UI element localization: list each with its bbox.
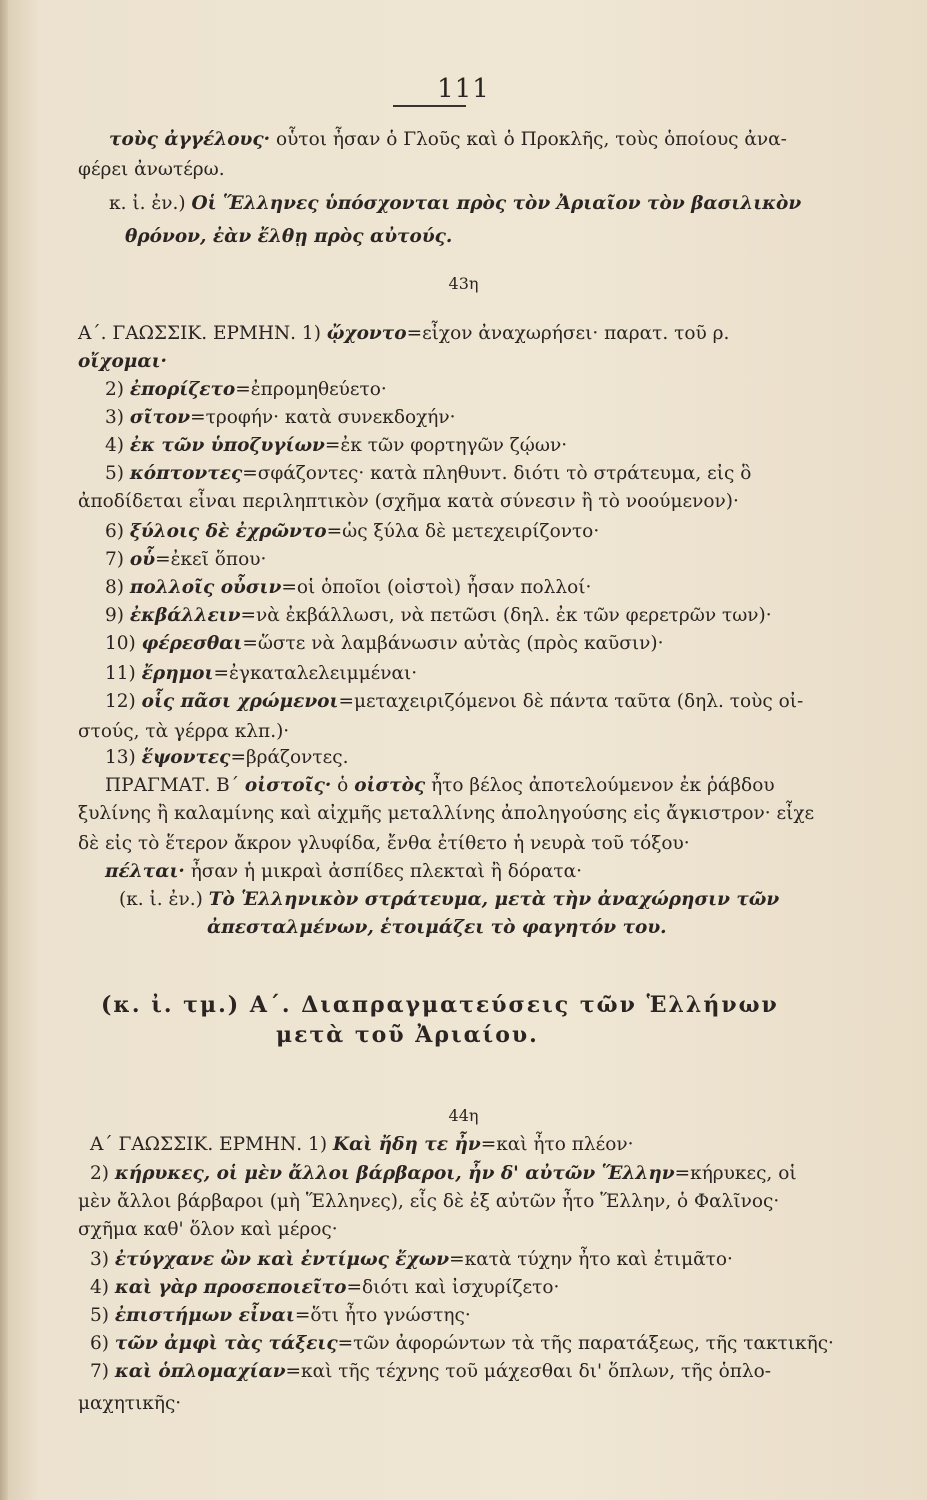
text-segment: 5) (105, 463, 130, 484)
text-line (105, 860, 582, 884)
text-line (105, 520, 599, 544)
text-line (105, 576, 591, 600)
section-heading-line (276, 1023, 539, 1047)
text-line (90, 1332, 834, 1356)
text-segment: =εἶχον ἀναχωρήσει· παρατ. τοῦ ρ. (406, 323, 730, 344)
text-segment: ΠΡΑΓΜΑΤ. Β΄ (105, 775, 245, 796)
text-line (78, 720, 289, 744)
text-line (105, 662, 417, 686)
page-number-rule (393, 105, 466, 107)
text-line (78, 490, 739, 514)
text-line (78, 1392, 181, 1416)
text-line (78, 350, 167, 374)
text-segment: ὁ (331, 775, 355, 796)
text-line (109, 192, 801, 216)
text-line (105, 378, 387, 402)
italic-lemma: ᾤχοντο (326, 323, 407, 344)
italic-lemma: τοὺς ἀγγέλους· (109, 129, 271, 150)
text-segment: μετὰ τοῦ Ἀριαίου. (276, 1022, 539, 1048)
italic-lemma: ξύλοις δὲ ἐχρῶντο (129, 521, 327, 542)
text-segment: Α΄ ΓΑΩΣΣΙΚ. ΕΡΜΗΝ. 1) (90, 1134, 333, 1155)
text-line (105, 690, 803, 714)
italic-lemma: οἷς πᾶσι χρώμενοι (141, 691, 339, 712)
text-segment: 3) (90, 1249, 115, 1270)
page-binding-edge (0, 0, 8, 1500)
text-segment: =ὥστε νὰ λαμβάνωσιν αὐτὰς (πρὸς καῦσιν)· (242, 633, 664, 654)
text-segment: 6) (90, 1333, 115, 1354)
italic-lemma: καὶ γὰρ προσεποιεῖτο (114, 1277, 347, 1298)
italic-lemma: τῶν ἀμφὶ τὰς τάξεις (114, 1333, 338, 1354)
text-segment: 2) (90, 1163, 115, 1184)
text-segment: =τροφήν· κατὰ συνεκδοχήν· (190, 407, 456, 428)
text-segment: δὲ εἰς τὸ ἕτερον ἄκρον γλυφίδα, ἔνθα ἐτίθετο ἡ νευρὰ τοῦ τόξου· (78, 833, 690, 854)
text-segment: =ἐγκαταλελειμμέναι· (213, 663, 418, 684)
text-segment: =μεταχειριζόμενοι δὲ πάντα ταῦτα (δηλ. τοὺς οἰ- (338, 691, 804, 712)
text-segment: 8) (105, 577, 130, 598)
text-line (90, 1133, 634, 1157)
italic-lemma: πολλοῖς οὖσιν (129, 577, 282, 598)
text-line (125, 225, 452, 249)
text-line (109, 128, 787, 152)
italic-lemma: καὶ ὁπλομαχίαν (114, 1361, 286, 1382)
text-segment: 12) (105, 691, 142, 712)
text-segment: ἀποδίδεται εἶναι περιληπτικὸν (σχῆμα κατὰ σύνεσιν ἢ τὸ νοούμενον)· (78, 491, 739, 512)
text-line (90, 1304, 471, 1328)
text-segment: =ἐπρομηθεύετο· (235, 379, 387, 400)
text-segment: σχῆμα καθ' ὅλον καὶ μέρος· (78, 1219, 338, 1240)
text-segment: 3) (105, 407, 130, 428)
italic-lemma: ἐκ τῶν ὑποζυγίων (129, 435, 325, 456)
italic-lemma: οἰστοῖς· (244, 775, 332, 796)
text-segment: 13) (105, 747, 142, 768)
text-line (105, 774, 775, 798)
section-number (0, 272, 927, 296)
text-segment: (κ. ἰ. τμ.) (101, 992, 250, 1018)
text-segment: =κήρυκες, οἱ (674, 1163, 797, 1184)
italic-lemma: ἔρημοι (141, 663, 214, 684)
text-segment: 9) (105, 605, 130, 626)
text-segment: =διότι καὶ ἰσχυρίζετο· (346, 1277, 560, 1298)
text-line (78, 158, 225, 182)
italic-lemma: Τὸ Ἑλληνικὸν στράτευμα, μετὰ τὴν ἀναχώρησιν τῶν (208, 889, 780, 910)
text-segment: =σφάζοντες· κατὰ πληθυντ. διότι τὸ στράτευμα, εἰς ὃ (242, 463, 752, 484)
text-line (105, 604, 772, 628)
italic-lemma: φέρεσθαι (141, 633, 243, 654)
text-segment: οὗτοι ἦσαν ὁ Γλοῦς καὶ ὁ Προκλῆς, τοὺς ὁποίους ἀνα- (270, 129, 787, 150)
text-segment: 10) (105, 633, 142, 654)
italic-lemma: Οἱ Ἕλληνες ὑπόσχονται πρὸς τὸν Ἀριαῖον τὸν βασιλικὸν (191, 193, 802, 214)
text-segment: κ. ἰ. ἐν.) (109, 193, 192, 214)
italic-lemma: ἐτύγχανε ὢν καὶ ἐντίμως ἔχων (114, 1249, 450, 1270)
text-segment: μαχητικῆς· (78, 1393, 182, 1414)
text-segment: =τῶν ἀφορώντων τὰ τῆς παρατάξεως, τῆς τακτικῆς· (337, 1333, 834, 1354)
italic-lemma: Καὶ ἤδη τε ἦν (332, 1134, 481, 1155)
text-line (90, 1276, 559, 1300)
text-segment: 4) (105, 435, 130, 456)
text-segment: =κατὰ τύχην ἦτο καὶ ἐτιμᾶτο· (449, 1249, 733, 1270)
text-line (105, 406, 456, 430)
text-segment: =νὰ ἐκβάλλωσι, νὰ πετῶσι (δηλ. ἐκ τῶν φερετρῶν των)· (240, 605, 772, 626)
text-segment: 2) (105, 379, 130, 400)
text-segment: ἦσαν ἡ μικραὶ ἀσπίδες πλεκταὶ ἢ δόρατα· (184, 861, 582, 882)
text-line (207, 916, 667, 940)
italic-lemma: ἐπιστήμων εἶναι (114, 1305, 295, 1326)
page-number: 111 (437, 74, 490, 104)
text-segment: Α΄. Διαπραγματεύσεις τῶν Ἑλλήνων (249, 992, 779, 1018)
italic-lemma: θρόνον, ἐὰν ἔλθῃ πρὸς αὐτούς. (125, 226, 453, 247)
italic-lemma: οἰστὸς (354, 775, 426, 796)
text-segment: =βράζοντες. (230, 747, 349, 768)
text-line (105, 434, 567, 458)
section-heading-line (101, 993, 779, 1017)
text-segment: 5) (90, 1305, 115, 1326)
text-segment: ἦτο βέλος ἀποτελούμενον ἐκ ῥάβδου (425, 775, 775, 796)
text-line (78, 322, 729, 346)
text-segment: ξυλίνης ἢ καλαμίνης καὶ αἰχμῆς μεταλλίνης ἀποληγούσης εἰς ἄγκιστρον· εἶχε (78, 803, 815, 824)
italic-lemma: οὗ (129, 549, 156, 570)
italic-lemma: σῖτον (129, 407, 191, 428)
text-segment: 7) (105, 549, 130, 570)
section-number (0, 1104, 927, 1128)
italic-lemma: ἕψοντες (141, 747, 231, 768)
text-line (78, 802, 814, 826)
text-segment: =καὶ ἦτο πλέον· (480, 1134, 634, 1155)
italic-lemma: πέλται· (105, 861, 185, 882)
text-line (105, 632, 664, 656)
text-segment: 11) (105, 663, 142, 684)
text-segment: =ὅτι ἦτο γνώστης· (294, 1305, 471, 1326)
text-segment: (κ. ἰ. ἐν.) (119, 889, 209, 910)
text-line (105, 548, 266, 572)
italic-lemma: ἀπεσταλμένων, ἑτοιμάζει τὸ φαγητόν του. (207, 917, 667, 938)
italic-lemma: ἐκβάλλειν (129, 605, 241, 626)
text-segment: 6) (105, 521, 130, 542)
text-segment: μὲν ἄλλοι βάρβαροι (μὴ Ἕλληνες), εἷς δὲ ἐξ αὐτῶν ἦτο Ἕλλην, ὁ Φαλῖνος· (78, 1191, 780, 1212)
text-segment: στούς, τὰ γέρρα κλπ.)· (78, 721, 290, 742)
italic-lemma: οἴχομαι· (78, 351, 167, 372)
text-segment: 7) (90, 1361, 115, 1382)
text-line (78, 1218, 338, 1242)
text-segment: =ἐκεῖ ὅπου· (155, 549, 267, 570)
italic-lemma: ἐπορίζετο (129, 379, 236, 400)
italic-lemma: κήρυκες, οἱ μὲν ἄλλοι βάρβαροι, ἦν δ' αὐτῶν Ἕλλην (114, 1163, 675, 1184)
text-line (90, 1162, 797, 1186)
text-segment: =ἐκ τῶν φορτηγῶν ζῴων· (324, 435, 568, 456)
text-segment: φέρει ἀνωτέρω. (78, 159, 225, 180)
italic-lemma: κόπτοντες (129, 463, 243, 484)
text-line (78, 1190, 779, 1214)
text-segment: =οἱ ὁποῖοι (οἰστοὶ) ἦσαν πολλοί· (281, 577, 592, 598)
text-segment: 4) (90, 1277, 115, 1298)
text-segment: =ὡς ξύλα δὲ μετεχειρίζοντο· (326, 521, 600, 542)
text-segment: Α΄. ΓΑΩΣΣΙΚ. ΕΡΜΗΝ. 1) (78, 323, 327, 344)
text-line (90, 1360, 771, 1384)
text-line (105, 462, 751, 486)
text-line (78, 832, 690, 856)
text-line (90, 1248, 733, 1272)
text-line (105, 746, 348, 770)
text-segment: 44η (448, 1106, 479, 1125)
text-segment: =καὶ τῆς τέχνης τοῦ μάχεσθαι δι' ὅπλων, τῆς ὁπλο- (285, 1361, 772, 1382)
text-segment: 43η (448, 274, 479, 293)
text-line (119, 888, 779, 912)
